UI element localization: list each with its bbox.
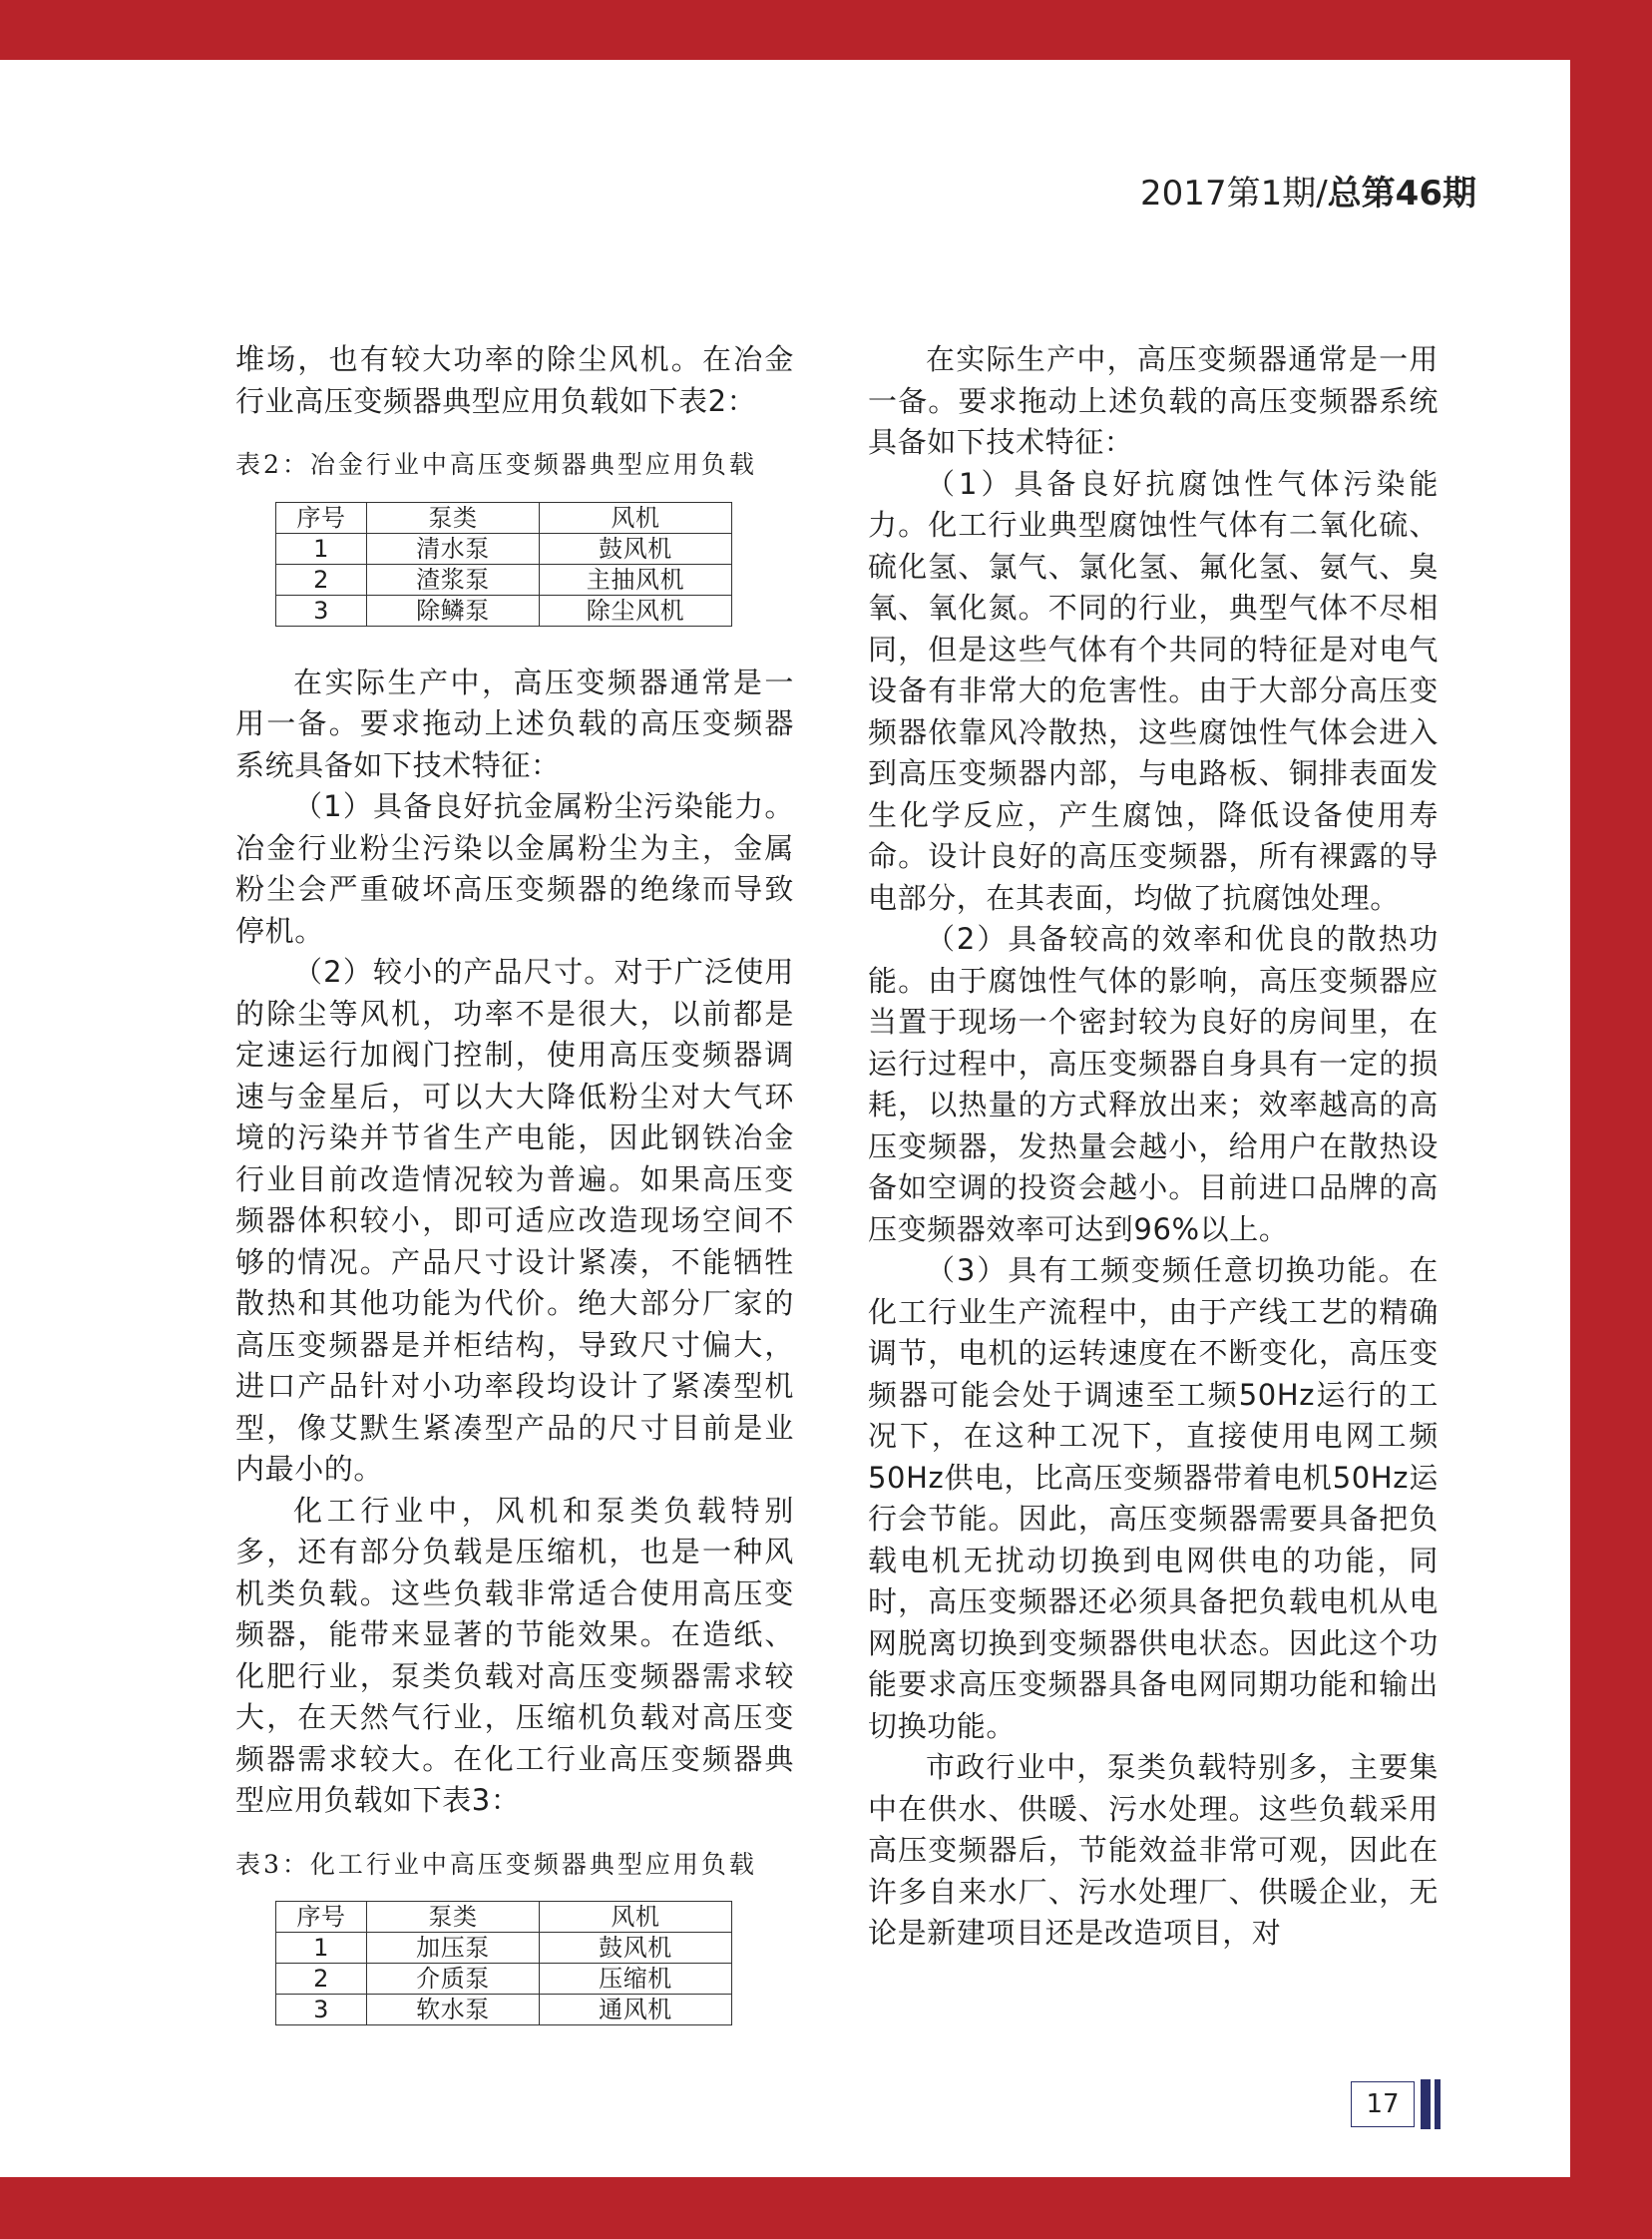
table-header-cell: 序号 [276,1902,367,1933]
table-header-cell: 泵类 [367,1902,540,1933]
paragraph: （2）具备较高的效率和优良的散热功能。由于腐蚀性气体的影响，高压变频器应当置于现场一个密封较为良好的房间里，在运行过程中，高压变频器自身具有一定的损耗，以热量的方式释放出来；效率越高的高压变频器，发热量会越小，给用户在散热设备如空调的投资会越小。目前进口品牌的高压变频器效率可达到96%以上。 [868,922,1439,1246]
table-cell: 加压泵 [367,1933,540,1964]
table-row [276,533,732,564]
table-cell: 渣浆泵 [367,564,540,595]
page-number: 17 [1351,2081,1415,2127]
paragraph: （1）具备良好抗金属粉尘污染能力。冶金行业粉尘污染以金属粉尘为主，金属粉尘会严重破坏高压变频器的绝缘而导致停机。 [235,789,794,948]
table-row [276,1995,732,2025]
table-cell: 2 [276,564,367,595]
table-row [276,564,732,595]
table-cell: 清水泵 [367,533,540,564]
issue-label [1140,166,1476,215]
page-marker-bar [1421,2079,1431,2129]
table-header-row [276,502,732,533]
paragraph: 化工行业中，风机和泵类负载特别多，还有部分负载是压缩机，也是一种风机类负载。这些负载非常适合使用高压变频器，能带来显著的节能效果。在造纸、化肥行业，泵类负载对高压变频器需求较大，在天然气行业，压缩机负载对高压变频器需求较大。在化工行业高压变频器典型应用负载如下表3： [235,1493,794,1817]
issue-bold: 总第46期 [1327,174,1476,214]
table-cell: 3 [276,1995,367,2025]
table-cell: 软水泵 [367,1995,540,2025]
paragraph: 在实际生产中，高压变频器通常是一用一备。要求拖动上述负载的高压变频器系统具备如下技术特征： [235,665,794,782]
right-red-border [1570,0,1652,2239]
paragraph: （2）较小的产品尺寸。对于广泛使用的除尘等风机，功率不是很大，以前都是定速运行加阀门控制，使用高压变频器调速与金星后，可以大大降低粉尘对大气环境的污染并节省生产电能，因此钢铁冶金行业目前改造情况较为普遍。如果高压变频器体积较小，即可适应改造现场空间不够的情况。产品尺寸设计紧凑，不能牺牲散热和其他功能为代价。绝大部分厂家的高压变频器是并柜结构，导致尺寸偏大，进口产品针对小功率段均设计了紧凑型机型，像艾默生紧凑型产品的尺寸目前是业内最小的。 [235,955,794,1486]
table-cell: 主抽风机 [540,564,732,595]
table-cell: 鼓风机 [540,1933,732,1964]
table3-caption: 表3：化工行业中高压变频器典型应用负载 [235,1849,757,1879]
table-cell: 通风机 [540,1995,732,2025]
table-cell: 1 [276,533,367,564]
issue-plain: 2017第1期/ [1140,174,1328,214]
left-column [235,339,794,2061]
page-marker-bar [1435,2079,1441,2129]
bottom-red-border [0,2177,1652,2239]
table-row [276,1933,732,1964]
paragraph: 堆场，也有较大功率的除尘风机。在冶金行业高压变频器典型应用负载如下表2： [235,342,794,418]
paragraph: （1）具备良好抗腐蚀性气体污染能力。化工行业典型腐蚀性气体有二氧化硫、硫化氢、氯气、氯化氢、氟化氢、氨气、臭氧、氧化氮。不同的行业，典型气体不尽相同，但是这些气体有个共同的特征是对电气设备有非常大的危害性。由于大部分高压变频器依靠风冷散热，这些腐蚀性气体会进入到高压变频器内部，与电路板、铜排表面发生化学反应，产生腐蚀，降低设备使用寿命。设计良好的高压变频器，所有裸露的导电部分，在其表面，均做了抗腐蚀处理。 [868,466,1439,915]
table-cell: 除尘风机 [540,595,732,626]
right-column [868,339,1439,1955]
table-header-cell: 泵类 [367,502,540,533]
table-cell: 除鳞泵 [367,595,540,626]
table2 [275,502,732,627]
table-cell: 1 [276,1933,367,1964]
top-red-border [0,0,1652,60]
table-header-row [276,1902,732,1933]
table-cell: 介质泵 [367,1964,540,1995]
table-cell: 2 [276,1964,367,1995]
table-row [276,1964,732,1995]
paragraph: （3）具有工频变频任意切换功能。在化工行业生产流程中，由于产线工艺的精确调节，电机的运转速度在不断变化，高压变频器可能会处于调速至工频50Hz运行的工况下，在这种工况下，直接使用电网工频50Hz供电，比高压变频器带着电机50Hz运行会节能。因此，高压变频器需要具备把负载电机无扰动切换到电网供电的功能，同时，高压变频器还必须具备把负载电机从电网脱离切换到变频器供电状态。因此这个功能要求高压变频器具备电网同期功能和输出切换功能。 [868,1253,1439,1743]
paragraph: 市政行业中，泵类负载特别多，主要集中在供水、供暖、污水处理。这些负载采用高压变频器后，节能效益非常可观，因此在许多自来水厂、污水处理厂、供暖企业，无论是新建项目还是改造项目，对 [868,1750,1439,1950]
table3 [275,1901,732,2025]
table-cell: 压缩机 [540,1964,732,1995]
table-row [276,595,732,626]
table-header-cell: 风机 [540,502,732,533]
paragraph: 在实际生产中，高压变频器通常是一用一备。要求拖动上述负载的高压变频器系统具备如下技术特征： [868,342,1439,459]
table2-caption: 表2：冶金行业中高压变频器典型应用负载 [235,450,757,479]
table-cell: 鼓风机 [540,533,732,564]
table-header-cell: 序号 [276,502,367,533]
table-header-cell: 风机 [540,1902,732,1933]
table-cell: 3 [276,595,367,626]
